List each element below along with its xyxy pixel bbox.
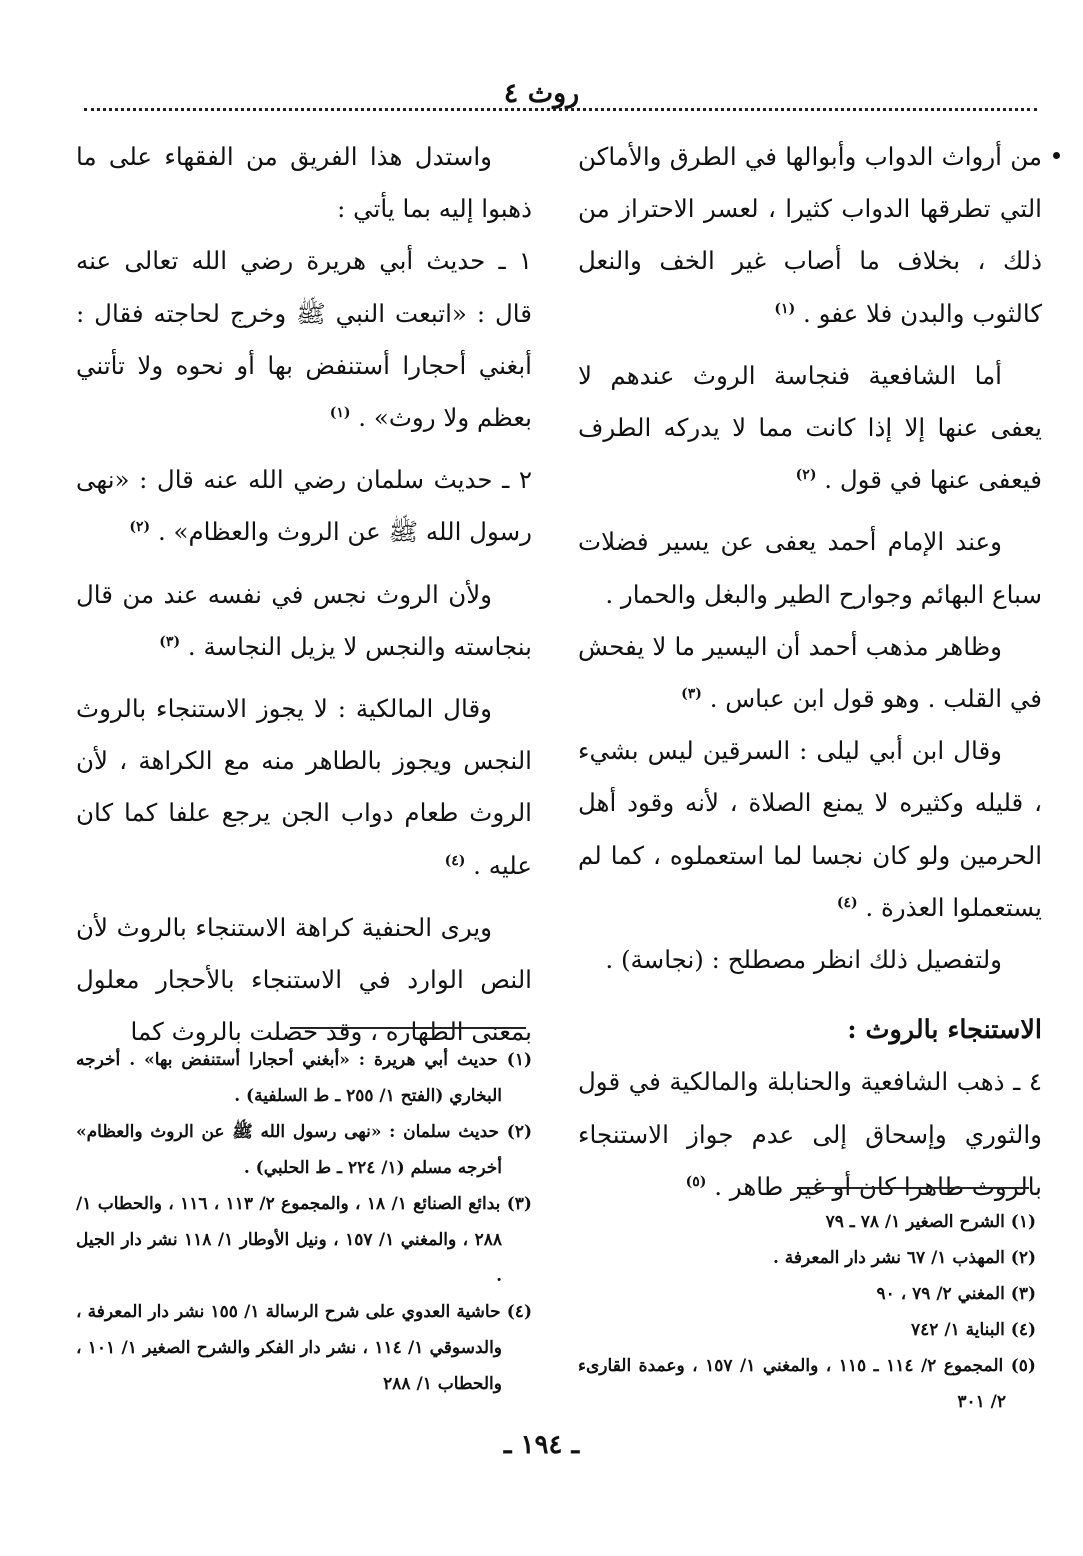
paragraph-text: ٢ ـ حديث سلمان رضي الله عنه قال : «نهى رسول الله ﷺ عن الروث والعظام» . — [76, 465, 532, 547]
footnote-separator-right — [797, 1187, 1029, 1189]
footnote-marker: (٣) — [159, 633, 181, 650]
right-paragraph-2 — [578, 350, 1042, 507]
footnote-marker: (٢) — [795, 467, 817, 484]
footnote-item: (٢) حديث سلمان : «نهى رسول الله ﷺ عن الروث والعظام» أخرجه مسلم (١/ ٢٢٤ ـ ط الحلبي) . — [76, 1122, 532, 1178]
paragraph-text: أما الشافعية فنجاسة الروث عندهم لا يعفى عنها إلا إذا كانت مما لا يدركه الطرف فيعفى عنها في قول . — [578, 360, 1042, 495]
footnote-item: (٢) المهذب ١/ ٦٧ نشر دار المعرفة . — [772, 1248, 1036, 1268]
left-paragraph-5 — [76, 683, 532, 892]
left-paragraph-3 — [76, 454, 532, 558]
section-heading: الاستنجاء بالروث : — [847, 1015, 1042, 1046]
footnotes-left — [76, 1042, 532, 1402]
left-paragraph-1 — [76, 131, 532, 235]
right-column — [578, 131, 1042, 1213]
left-paragraph-2 — [76, 235, 532, 444]
paragraph-text: ولأن الروث نجس في نفسه عند من قال بنجاسته والنجس لا يزيل النجاسة . — [76, 579, 532, 661]
footnote-item: (٣) بدائع الصنائع ١/ ١٨ ، والمجموع ٢/ ١١٣ ، ١١٦ ، والحطاب ١/ ٢٨٨ ، والمغني ١/ ١٥٧ ، ونيل الأوطار ١/ ١١٨ نشر دار الجيل . — [76, 1194, 532, 1286]
header-dotted-rule — [84, 108, 1037, 111]
page-number: ـ ١٩٤ ـ — [503, 1430, 580, 1460]
paragraph-text: واستدل هذا الفريق من الفقهاء على ما ذهبوا إليه بما يأتي : — [76, 142, 532, 224]
right-paragraph-6 — [578, 934, 1042, 986]
paragraph-text: وقال ابن أبي ليلى : السرقين ليس بشيء ، قليله وكثيره لا يمنع الصلاة ، لأنه وقود أهل الحرمين ولو كان نجسا لما استعملوه ، كما لم يستعملوا العذرة . — [578, 736, 1042, 922]
paragraph-text: من أرواث الدواب وأبوالها في الطرق والأماكن التي تطرقها الدواب كثيرا ، لعسر الاحتراز من ذلك ، بخلاف ما أصاب غير الخف والنعل كالثوب والبدن فلا عفو . — [578, 142, 1042, 328]
footnote-marker: (١) — [329, 404, 351, 421]
right-paragraph-4 — [578, 621, 1042, 725]
bullet-icon — [1053, 152, 1060, 159]
footnote-item: (٥) المجموع ٢/ ١١٤ ـ ١١٥ ، والمغني ١/ ١٥٧ ، وعمدة القارىء ٢/ ٣٠١ — [578, 1356, 1036, 1412]
footnote-marker: (٢) — [129, 519, 151, 536]
right-paragraph-section — [578, 1056, 1042, 1213]
paragraph-text: وظاهر مذهب أحمد أن اليسير ما لا يفحش في القلب . وهو قول ابن عباس . — [578, 631, 1042, 714]
paragraph-text: ١ ـ حديث أبي هريرة رضي الله تعالى عنه قال : «اتبعت النبي ﷺ وخرج لحاجته فقال : أبغني أحجارا أستنفض بها أو نحوه ولا تأتني بعظم ولا روث» . — [76, 246, 532, 433]
left-paragraph-6 — [76, 902, 532, 1059]
paragraph-text: ولتفصيل ذلك انظر مصطلح : (نجاسة) . — [605, 945, 1002, 975]
footnote-item: (٣) المغني ٢/ ٧٩ ، ٩٠ — [876, 1284, 1036, 1304]
paragraph-text: ٤ ـ ذهب الشافعية والحنابلة والمالكية في قول والثوري وإسحاق إلى عدم جواز الاستنجاء بالروث طاهرا كان أو غير طاهر . — [578, 1067, 1042, 1201]
right-paragraph-5 — [578, 725, 1042, 934]
footnote-item: (٤) حاشية العدوي على شرح الرسالة ١/ ١٥٥ نشر دار المعرفة ، والدسوقي ١/ ١١٤ ، نشر دار الفكر والشرح الصغير ١/ ١٠١ ، والحطاب ١/ ٢٨٨ — [76, 1302, 532, 1394]
paragraph-text: وقال المالكية : لا يجوز الاستنجاء بالروث النجس ويجوز بالطاهر منه مع الكراهة ، لأن الروث طعام دواب الجن يرجع علفا كما كان عليه . — [76, 694, 532, 880]
footnote-item: (١) حديث أبي هريرة : «أبغني أحجارا أستنفض بها» . أخرجه البخاري (الفتح ١/ ٢٥٥ ـ ط السلفية) . — [76, 1050, 532, 1106]
paragraph-text: ويرى الحنفية كراهة الاستنجاء بالروث لأن النص الوارد في الاستنجاء بالأحجار معلول بمعنى الطهارة ، وقد حصلت بالروث كما — [76, 912, 532, 1047]
footnote-item: (٤) البناية ١/ ٧٤٢ — [911, 1320, 1036, 1340]
footnote-separator-left — [290, 1027, 526, 1029]
footnote-marker: (١) — [774, 300, 796, 317]
footnote-marker: (٣) — [681, 685, 702, 702]
left-paragraph-4 — [76, 569, 532, 673]
paragraph-text: وعند الإمام أحمد يعفى عن يسير فضلات سباع البهائم وجوارح الطير والبغل والحمار . — [578, 527, 1042, 609]
right-paragraph-3 — [578, 516, 1042, 620]
right-paragraph-1 — [578, 131, 1042, 340]
footnotes-right — [578, 1204, 1036, 1420]
footnote-marker: (٤) — [836, 894, 858, 911]
footnote-marker: (٤) — [444, 852, 466, 869]
footnote-item: (١) الشرح الصغير ١/ ٧٨ ـ ٧٩ — [825, 1212, 1036, 1232]
footnote-marker: (٥) — [685, 1173, 707, 1190]
left-column — [76, 131, 532, 1058]
running-header: روث ٤ — [503, 78, 580, 109]
